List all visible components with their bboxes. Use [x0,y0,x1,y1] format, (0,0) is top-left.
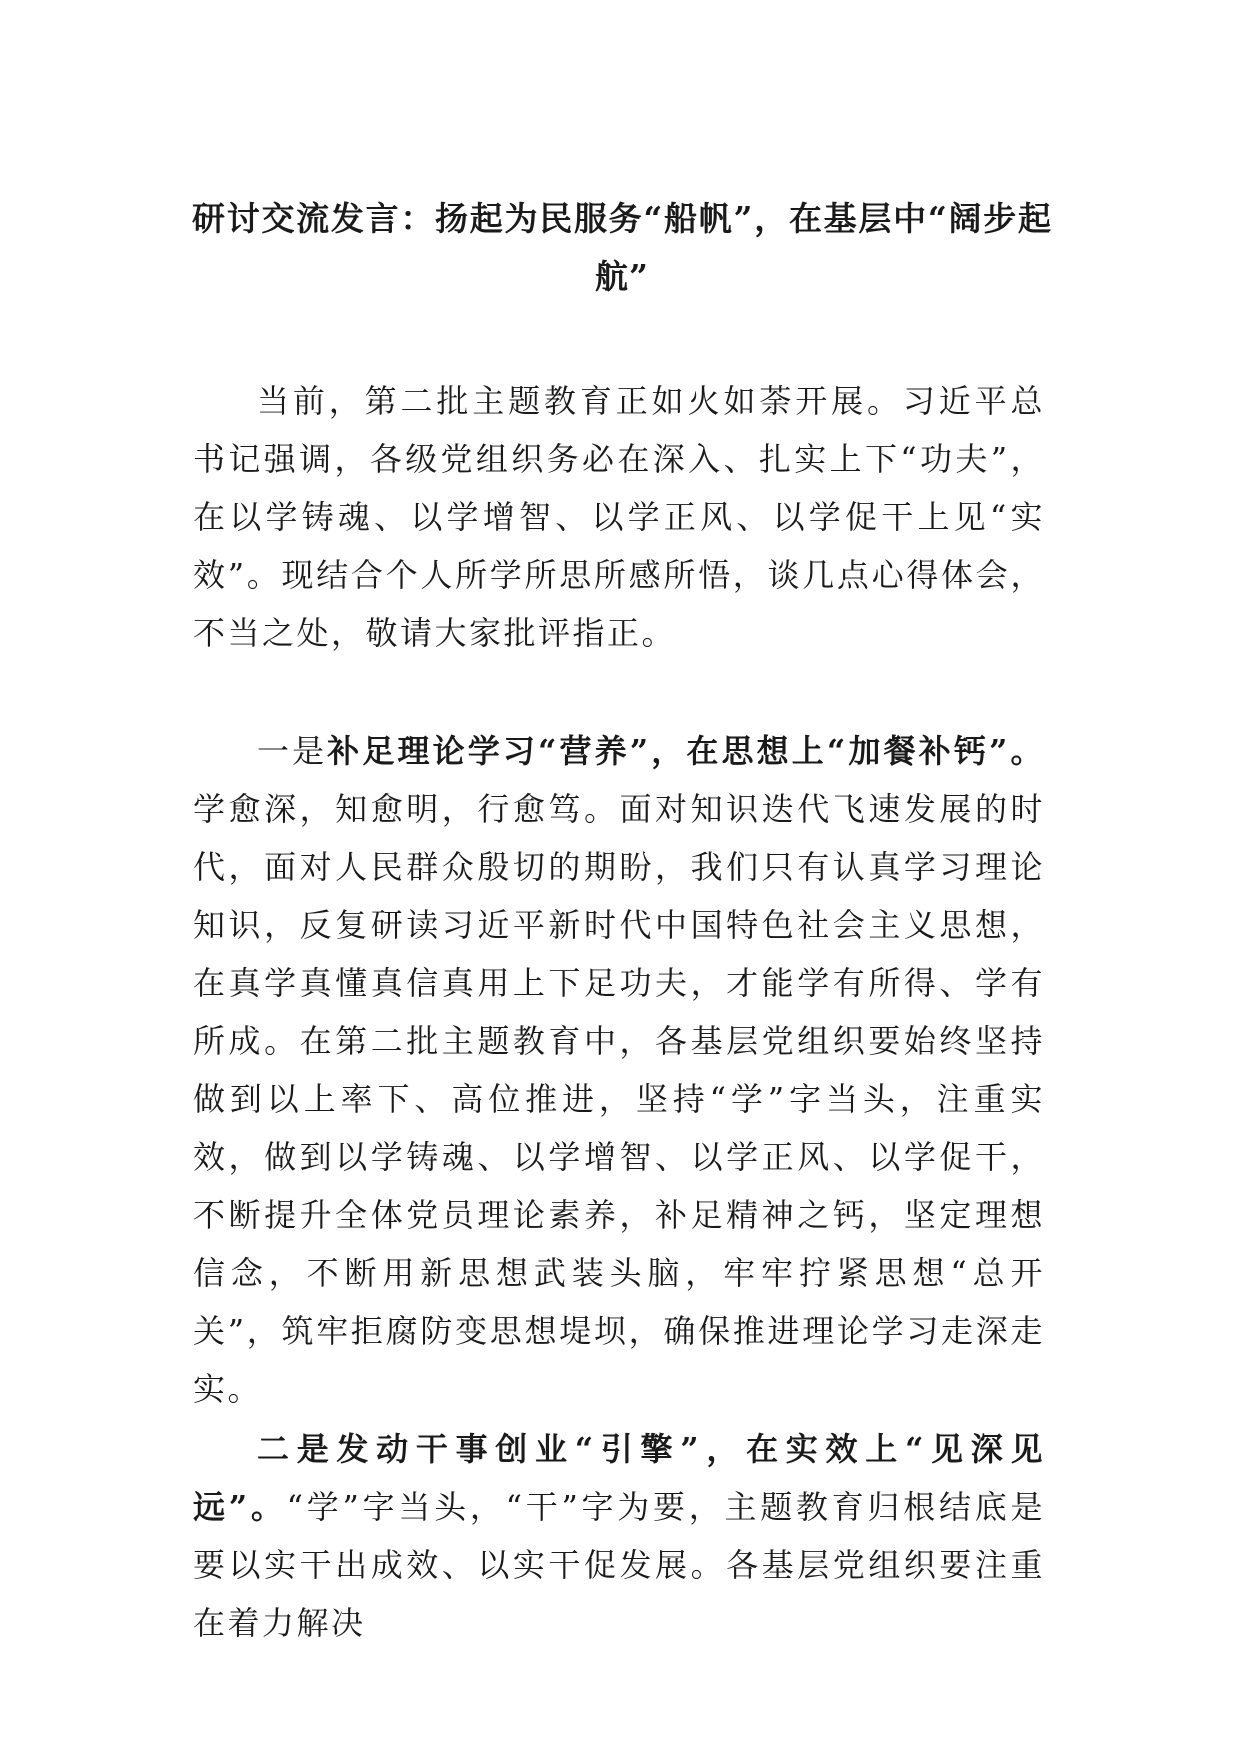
point-two-body: “学”字当头，“干”字为要，主题教育归根结底是要以实干出成效、以实干促发展。各基层党组织要注重在着力解决 [193,1488,1045,1642]
point-one-prefix: 一是 [257,732,328,770]
intro-paragraph-text: 当前，第二批主题教育正如火如荼开展。习近平总书记强调，各级党组织务必在深入、扎实上下“功夫”，在以学铸魂、以学增智、以学正风、以学促干上见“实效”。现结合个人所学所思所感所悟，谈几点心得体会，不当之处，敬请大家批评指正。 [193,382,1045,652]
document-title: 研讨交流发言：扬起为民服务“船帆”，在基层中“阔步起航” [192,199,1052,296]
point-one-paragraph [193,722,1045,1418]
point-two-heading: 二是发动干事创业“引擎”，在实效上“见深见远”。 [193,1430,1045,1526]
point-one-body: 学愈深，知愈明，行愈笃。面对知识迭代飞速发展的时代，面对人民群众殷切的期盼，我们只有认真学习理论知识，反复研读习近平新时代中国特色社会主义思想，在真学真懂真信真用上下足功夫，才能学有所得、学有所成。在第二批主题教育中，各基层党组织要始终坚持做到以上率下、高位推进，坚持“学”字当头，注重实效，做到以学铸魂、以学增智、以学正风、以学促干，不断提升全体党员理论素养，补足精神之钙，坚定理想信念，不断用新思想武装头脑，牢牢拧紧思想“总开关”，筑牢拒腐防变思想堤坝，确保推进理论学习走深走实。 [193,790,1045,1408]
point-one-heading: 补足理论学习“营养”，在思想上“加餐补钙”。 [327,732,1045,770]
intro-paragraph [193,372,1045,662]
point-two-paragraph [193,1420,1045,1652]
